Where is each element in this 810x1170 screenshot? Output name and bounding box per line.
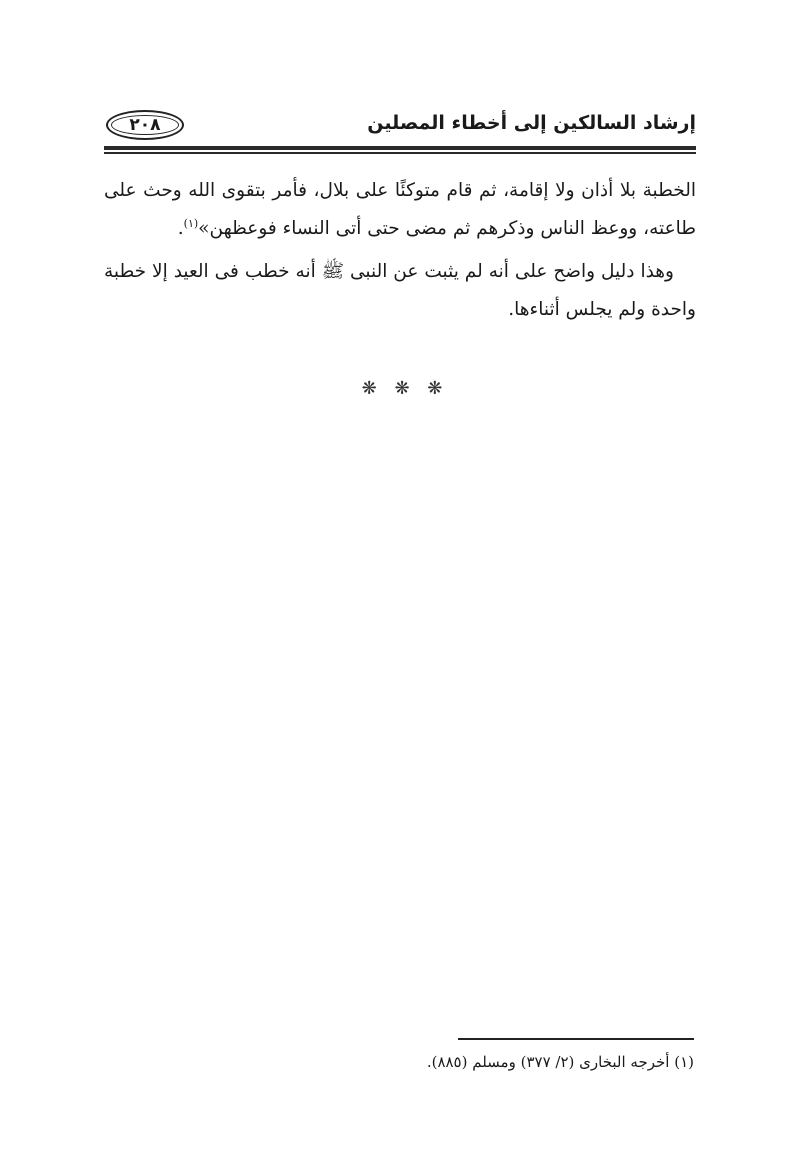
paragraph-2: وهذا دليل واضح على أنه لم يثبت عن النبى ﷺ أنه خطب فى العيد إلا خطبة واحدة ولم يجلس أثناءها.	[104, 261, 696, 320]
footnote: (١) أخرجه البخارى (٢/ ٣٧٧) ومسلم (٨٨٥).	[426, 1053, 694, 1071]
header-rule-thin	[104, 152, 696, 154]
footnote-rule	[458, 1038, 694, 1040]
body-text	[104, 172, 696, 334]
running-title: إرشاد السالكين إلى أخطاء المصلين	[367, 112, 696, 134]
paragraph-1-end: .	[177, 218, 184, 239]
page-number: ٢٠٨	[129, 115, 161, 135]
paragraph-1	[104, 172, 696, 248]
header-rule-thick	[104, 146, 696, 150]
page-header	[104, 108, 696, 148]
footnote-reference[interactable]: (١)	[183, 216, 199, 230]
paragraph-1-text: الخطبة بلا أذان ولا إقامة، ثم قام متوكئًا على بلال، فأمر بتقوى الله وحث على طاعته، ووعظ الناس وذكرهم ثم مضى حتى أتى النساء فوعظهن»	[104, 180, 696, 239]
section-separator: ❋ ❋ ❋	[361, 378, 449, 399]
running-title-container	[104, 112, 696, 134]
